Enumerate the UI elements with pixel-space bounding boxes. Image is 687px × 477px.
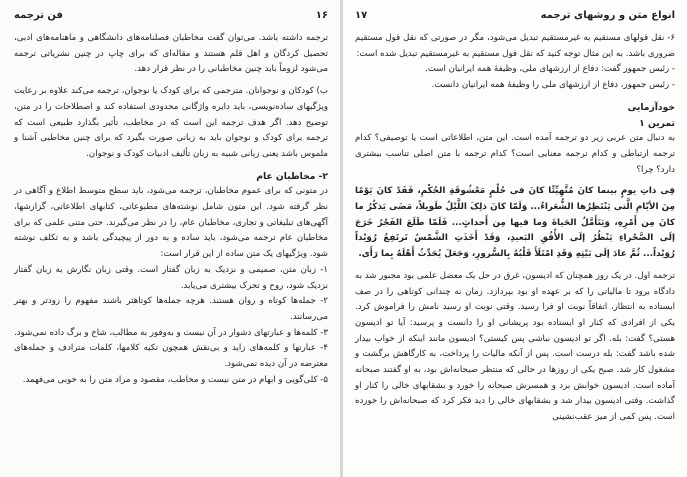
example-line: - رئیس جمهور، دفاع از ارزشهای ملی را وظیفهٔ همه ایرانیان دانست. bbox=[431, 80, 675, 91]
left-page-number: ۱۶ bbox=[315, 10, 328, 21]
paragraph-children-section: ب) کودکان و نوجوانان. مترجمی که برای کودک یا نوجوان، ترجمه می‌کند علاوه بر رعایت ویژگیهای ساده‌نویسی، باید دایره واژگانی محدودی استفاده کند و اصطلاحات را در متن، توضیح دهد. اگر هدف ترجمه این است که در مخاطب، تأثیر بگذارد طبیعی است که ترجمه برای کودک و نوجوان باید به زبانی صورت بگیرد که برای چنین مخاطبی آشنا و ملموس باشد یعنی زبانی شبیه به زبان تألیف ادبیات کودک و نوجوان. bbox=[14, 86, 328, 159]
right-page-header bbox=[355, 10, 675, 23]
right-page-title: انواع متن و روشهای ترجمه bbox=[540, 10, 675, 21]
section-heading-general-audience: ۲- مخاطبان عام bbox=[256, 170, 328, 182]
list-item: ۲- جمله‌ها کوتاه و روان هستند. هرچه جمله‌ها کوتاهتر باشند مفهوم را زودتر و بهتر می‌رسانند. bbox=[14, 296, 328, 322]
example-line: - رئیس جمهور گفت: دفاع از ارزشهای ملی، وظیفهٔ همه ایرانیان است. bbox=[425, 64, 675, 75]
list-item: ۴- عبارتها و کلمه‌های زاید و بی‌نقش همچون تکیه کلامها، کلمات مترادف و جمله‌های معترضه در آن دیده نمی‌شود. bbox=[14, 343, 328, 370]
paragraph: ۶- نقل قولهای مستقیم به غیرمستقیم تبدیل می‌شود، مگر در صورتی که نقل قول مستقیم ضروری باشد. به این مثال توجه کنید که نقل قول مستقیم به غیرمستقیم تبدیل شده است: bbox=[355, 33, 675, 59]
left-page-header bbox=[14, 10, 328, 23]
paragraph: ترجمه داشته باشد. می‌توان گفت مخاطبان فصلنامه‌های دانشگاهی و ماهنامه‌های ادبی، تحصیل کردگان و اهل قلم هستند و مقاله‌ای که برای چاپ در چنین نشریاتی ترجمه می‌شود لزوماً باید چنین مخاطبانی را در نظر قرار دهد. bbox=[14, 33, 328, 75]
left-page bbox=[0, 0, 340, 477]
list-item: ۱- زبان متن، صمیمی و نزدیک به زبان گفتار است. وقتی زبان نگارش به زبان گفتار نزدیک شود، روح و تحرک بیشتری می‌یابد. bbox=[14, 264, 328, 291]
paragraph: در متونی که برای عموم مخاطبان، ترجمه می‌شود، باید سطح متوسط اطلاع و آگاهی در نظر گرفته شود. این متون شامل نوشته‌های مطبوعاتی، کتابهای اطلاعاتی، گزارشها، آگهی‌های تبلیغاتی و تجاری، مخاطبان عام، را در نظر می‌گیرند. حتی متنی علمی که برای مخاطبان عام ترجمه می‌شود، باید ساده و به دور از پیچیدگی باشد و به تکلف نوشته شود. ویژگیهای یک متن ساده از این قرار است: bbox=[14, 186, 328, 260]
list-item: ۳- کلمه‌ها و عبارتهای دشوار در آن نیست و به‌وفور به مطالب، شاخ و برگ داده نمی‌شود. bbox=[14, 327, 328, 338]
arabic-passage: فِی ذاتِ یومٍ بینما کانَ مُتَّهِیِّئًا کانَ فی حُلْمٍ مَعْشُوقَةِ الحُکْمِ، فَقَدْ کانَ یَوْمًا مِنَ الأیّامِ الَّتی یَنْتَظِرُها الشُّعَراءُ... وَلَمّا کانَ ذلِکَ اللَّیْلُ طَویلاً، مَضَی یَذکُرُ ما کانَ مِن أَمْرِهِ، وَیَتَأَمَّلُ الحَیاةَ وَما فیها مِن أَحداثٍ... فَلَمّا طَلَعَ الفَجْرُ خَرَجَ إلَی الصَّحْراءِ یَنْظُرُ إلَی الأُفُقِ البَعیدِ، وَقَدْ أَخَذَتِ الشَّمْسُ تَرتَفِعُ رُوَیْداً رُوَیْداً... ثُمَّ عادَ إلَی بَیْتِهِ وَقَدِ امْتَلَأَ قَلْبُهُ بِالسُّرورِ، وَجَعَلَ یُحَدِّثُ أَهْلَهُ بِما رَأَی. bbox=[355, 186, 675, 260]
exercise-heading: تمرین ۱ bbox=[639, 117, 675, 129]
right-page bbox=[343, 0, 687, 477]
list-item: ۵- کلی‌گویی و ابهام در متن نیست و مخاطب، مقصود و مراد متن را به خوبی می‌فهمد. bbox=[22, 374, 328, 385]
exercise-instructions: به دنبال متن عربی زیر دو ترجمه آمده است. این متن، اطلاعاتی است یا توصیفی؟ کدام ترجمه ارتباطی و کدام ترجمه معنایی است؟ کدام ترجمه با متن اصلی تناسب بیشتری دارد؟ چرا؟ bbox=[355, 133, 675, 175]
section-heading-self-test: خودآزمایی bbox=[627, 101, 675, 113]
left-page-title: فن ترجمه bbox=[14, 10, 63, 21]
translation-one: ترجمه اول. در یک روز همچنان که ادیسون، غرق در حل یک معضل علمی بود مجبور شد به دادگاه برود تا مالیاتی را که بر عهده او بود بپردازد. زمان نه چندانی کوتاهی را در صف ایستاده به انتظار، اتفاقاً نوبت او فرا رسید. وقتی نوبت او رسید نامش را فراموش کرد. یکی از افرادی که کنار او ایستاده بود پریشانی او را دانست و پرسید: آیا تو ادیسون هستی؟ گفت: بله. اگر تو ادیسون نباشی پس کیستی؟ ادیسون مانند اینکه از خواب بیدار شده باشد گفت: بله درست است. پس از آنکه مالیات را پرداخت، به کارگاهش برگشت و مشغول کار شد. صبح یکی از روزها در حالی که منتظر صبحانه‌اش بود، به او گفتند صبحانه آماده است. ادیسون خوابش برد و همسرش صبحانه را خورد و بشقابهای خالی را کنار او گذاشت. وقتی ادیسون بیدار شد و بشقابهای خالی را دید فکر کرد که صبحانه‌اش را خورده است. پس کمی از میز عقب‌نشینی bbox=[355, 270, 675, 423]
right-page-number: ۱۷ bbox=[355, 10, 368, 21]
